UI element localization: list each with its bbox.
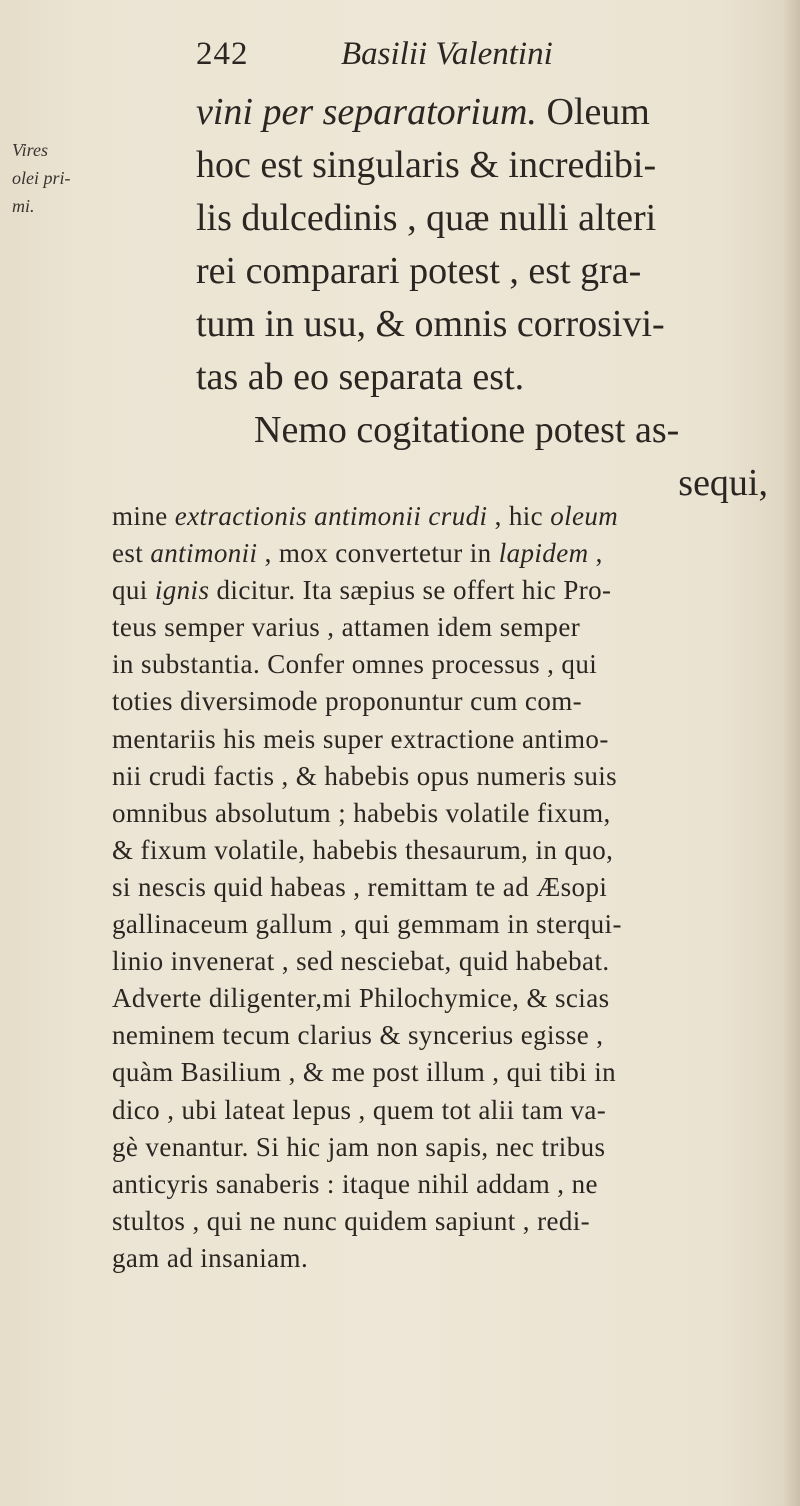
text-run: dicitur. Ita sæpius se offert hic Pro- xyxy=(209,575,612,606)
text-run: Adverte diligenter,mi Philochymice, & scias xyxy=(112,983,610,1014)
marginal-note-line: olei pri- xyxy=(12,168,71,188)
text-run: si nescis quid habeas , remittam te ad Æsopi xyxy=(112,871,608,902)
marginal-note-line: Vires xyxy=(12,140,48,160)
text-line xyxy=(112,1017,792,1054)
text-line xyxy=(112,572,792,609)
italic-text-run: vini per separatorium. xyxy=(196,91,537,133)
italic-text-run: lapidem xyxy=(498,538,589,569)
text-line xyxy=(196,298,776,351)
text-line xyxy=(196,139,776,192)
text-run: Oleum xyxy=(536,91,650,133)
text-run: gallinaceum gallum , qui gemmam in sterqui- xyxy=(112,909,622,940)
text-run: est xyxy=(112,538,151,569)
text-run: rei comparari potest , est gra- xyxy=(196,250,642,292)
text-run: teus semper varius , attamen idem semper xyxy=(112,612,581,643)
marginal-note xyxy=(12,136,82,220)
text-run: sequi, xyxy=(678,462,768,504)
marginal-note-line: mi. xyxy=(12,196,35,216)
text-run: Nemo cogitatione potest as- xyxy=(254,409,680,451)
text-line xyxy=(112,535,792,572)
text-line xyxy=(112,498,792,535)
text-line xyxy=(112,1092,792,1129)
text-run: mine xyxy=(112,501,175,531)
text-line xyxy=(112,869,792,906)
text-run: qui xyxy=(112,575,155,606)
page-header xyxy=(196,28,756,78)
text-run: , hic xyxy=(487,501,551,531)
italic-text-run: oleum xyxy=(550,501,619,531)
main-text-paragraph xyxy=(112,498,792,1277)
text-run: gam ad insaniam. xyxy=(112,1242,309,1273)
text-run: nii crudi factis , & habebis opus numeris suis xyxy=(112,760,618,791)
text-line xyxy=(196,351,776,404)
text-line xyxy=(112,721,792,758)
text-run: in substantia. Confer omnes processus , qui xyxy=(112,649,598,680)
text-line xyxy=(196,404,776,457)
text-run: quàm Basilium , & me post illum , qui tibi in xyxy=(112,1057,616,1088)
text-line xyxy=(112,758,792,795)
text-run: tas ab eo separata est. xyxy=(196,356,525,398)
text-run: anticyris sanaberis : itaque nihil addam , ne xyxy=(112,1168,598,1199)
text-run: , xyxy=(588,538,603,569)
text-run: neminem tecum clarius & syncerius egisse , xyxy=(112,1020,604,1051)
text-run: omnibus absolutum ; habebis volatile fixum, xyxy=(112,797,611,828)
italic-text-run: antimonii xyxy=(150,538,258,569)
text-run: mentariis his meis super extractione antimo- xyxy=(112,723,609,754)
text-line xyxy=(196,86,776,139)
text-line xyxy=(196,245,776,298)
text-line xyxy=(112,1129,792,1166)
text-line xyxy=(112,832,792,869)
text-run: stultos , qui ne nunc quidem sapiunt , redi- xyxy=(112,1205,591,1236)
text-line xyxy=(112,1240,792,1277)
page-number: 242 xyxy=(196,36,249,72)
italic-text-run: ignis xyxy=(154,575,210,606)
text-run: gè venantur. Si hic jam non sapis, nec tribus xyxy=(112,1131,606,1162)
text-run: , mox convertetur in xyxy=(257,538,499,569)
text-line xyxy=(196,192,776,245)
text-line xyxy=(112,683,792,720)
text-line xyxy=(112,795,792,832)
text-line xyxy=(112,646,792,683)
text-line xyxy=(112,1166,792,1203)
text-line xyxy=(112,943,792,980)
text-line xyxy=(112,1054,792,1091)
large-type-paragraph xyxy=(196,86,776,510)
text-run: tum in usu, & omnis corrosivi- xyxy=(196,303,665,345)
text-run: toties diversimode proponuntur cum com- xyxy=(112,686,583,717)
text-run: lis dulcedinis , quæ nulli alteri xyxy=(196,197,657,239)
running-title: Basilii Valentini xyxy=(341,36,553,72)
italic-text-run: extractionis antimonii crudi xyxy=(174,501,488,531)
text-line xyxy=(112,1203,792,1240)
text-run: dico , ubi lateat lepus , quem tot alii tam va- xyxy=(112,1094,607,1125)
text-run: linio invenerat , sed nesciebat, quid habebat. xyxy=(112,946,610,977)
text-run: hoc est singularis & incredibi- xyxy=(196,144,657,186)
text-line xyxy=(112,609,792,646)
text-run: & fixum volatile, habebis thesaurum, in quo, xyxy=(112,834,614,865)
text-line xyxy=(112,980,792,1017)
text-line xyxy=(112,906,792,943)
